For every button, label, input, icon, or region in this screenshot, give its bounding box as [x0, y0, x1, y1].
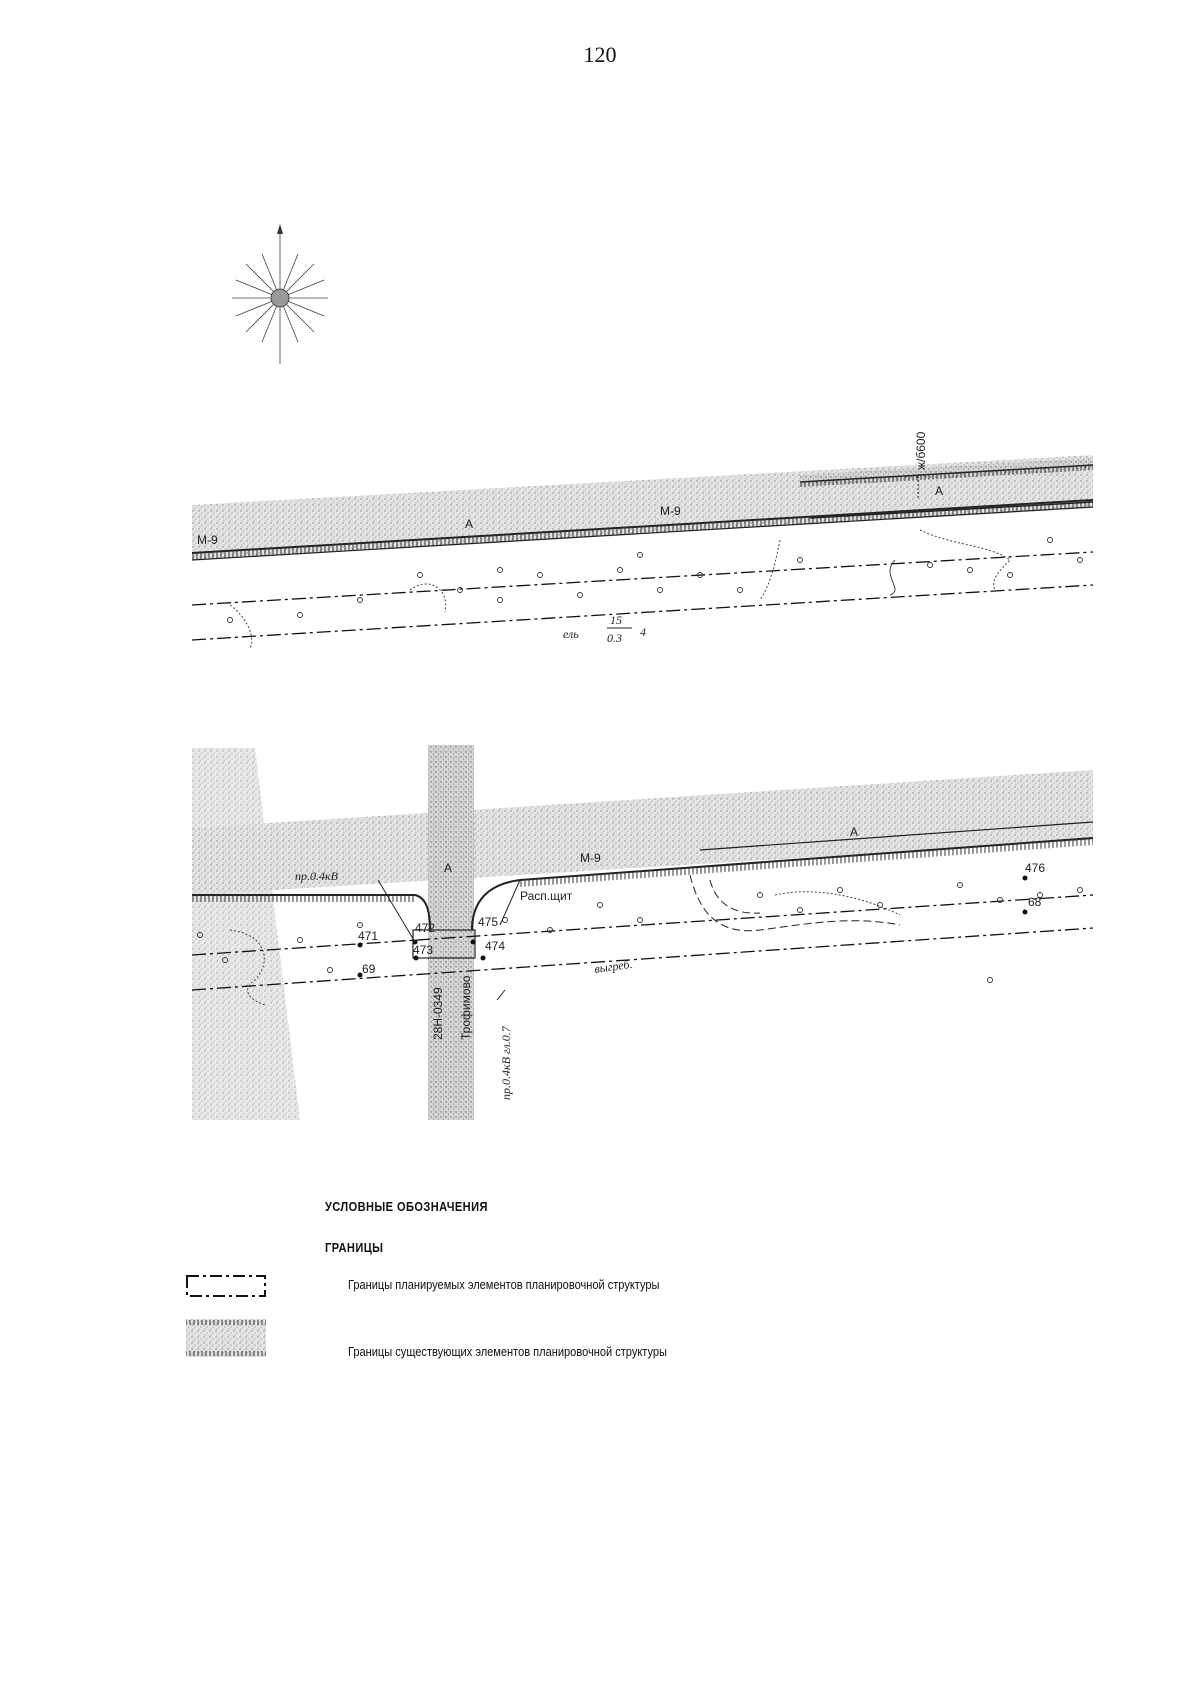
- legend-item-label: Границы существующих элементов планировочной структуры: [348, 1344, 667, 1359]
- tree-annotation: [563, 613, 646, 645]
- tree-height: 15: [610, 613, 622, 627]
- survey-point-label: 473: [413, 943, 434, 957]
- page-number: 120: [583, 42, 617, 67]
- village-label: Трофимово: [459, 975, 473, 1040]
- road-label: M-9: [580, 851, 601, 865]
- legend-item-planned-boundaries: [185, 1273, 1065, 1303]
- side-road-label: 28Н-0349: [431, 987, 445, 1040]
- legend-title: УСЛОВНЫЕ ОБОЗНАЧЕНИЯ: [325, 1199, 488, 1214]
- zone-label: A: [935, 484, 944, 498]
- hatched-boundary-icon: [185, 1318, 267, 1358]
- survey-point-label: 69: [362, 962, 376, 976]
- panel-label: Расп.щит: [520, 889, 573, 903]
- lower-map-fragment: [192, 745, 1093, 1120]
- survey-point-label: 471: [358, 929, 379, 943]
- road-label: M-9: [660, 504, 681, 518]
- zone-label: A: [850, 825, 859, 839]
- road-label: M-9: [197, 533, 218, 547]
- legend-item-existing-boundaries: [185, 1318, 1065, 1359]
- tree-diameter: 0.3: [607, 631, 622, 645]
- survey-point-label: 472: [415, 921, 436, 935]
- zone-label: A: [444, 861, 453, 875]
- legend-item-label: Границы планируемых элементов планировочной структуры: [348, 1277, 660, 1292]
- survey-point-label: 68: [1028, 895, 1042, 909]
- dash-dot-boundary-icon: [185, 1273, 267, 1299]
- survey-point-label: 474: [485, 939, 506, 953]
- underground-line-label: пр.0.4кВ гл.0.7: [499, 1026, 513, 1100]
- survey-point-label: 475: [478, 915, 499, 929]
- tree-name: ель: [563, 627, 579, 641]
- railway-label: ж/б600: [914, 431, 928, 470]
- power-line-label: пр.0.4кВ: [295, 869, 338, 883]
- zone-label: A: [465, 517, 474, 531]
- tree-count: 4: [640, 625, 646, 639]
- upper-map-fragment: [192, 431, 1093, 648]
- north-arrow-icon: [232, 224, 328, 364]
- legend-subtitle: ГРАНИЦЫ: [325, 1240, 384, 1255]
- pit-label: выгреб.: [593, 956, 634, 976]
- survey-point-label: 476: [1025, 861, 1046, 875]
